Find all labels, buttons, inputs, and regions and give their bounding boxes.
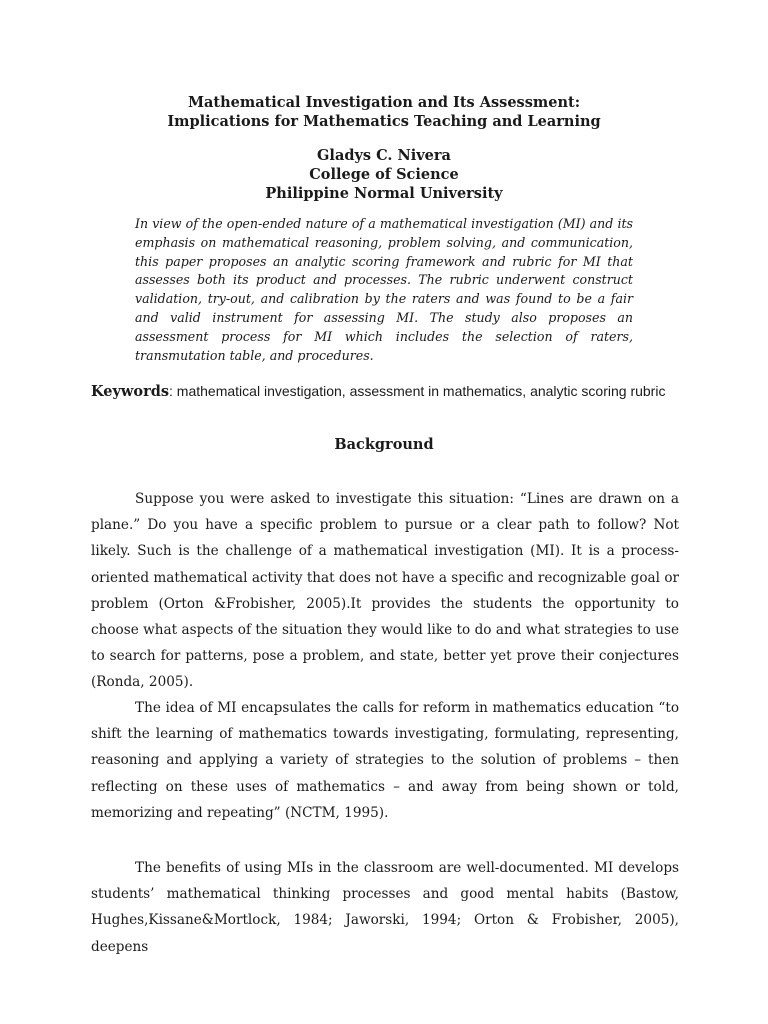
title-line-2: Implications for Mathematics Teaching and Learning (167, 113, 601, 130)
keywords-text: mathematical investigation, assessment in mathematics, analytic scoring rubric (172, 383, 666, 399)
body-paragraph-2: The idea of MI encapsulates the calls for reform in mathematics education “to shift the learning of mathematics towards investigating, formulating, representing, reasoning and applying a variety of strategies to the solution of problems – then reflecting on these uses of mathematics – and away from being shown or told, memorizing and repeating” (NCTM, 1995). (91, 700, 679, 821)
body-paragraph-3: The benefits of using MIs in the classroom are well-documented. MI develops students’ mathematical thinking processes and good mental habits (Bastow, Hughes,Kissane&Mortlock, 1984; Jaworski, 1994; Orton & Frobisher, 2005), deepens (91, 860, 679, 955)
author-name: Gladys C. Nivera (317, 147, 451, 164)
title-line-1: Mathematical Investigation and Its Assessment: (187, 94, 581, 111)
body-paragraph-1: Suppose you were asked to investigate this situation: “Lines are drawn on a plane.” Do you have a specific problem to pursue or a clear path to follow? Not likely. Such is the challenge of a mathematical investigation (MI). It is a process-oriented mathematical activity that does not have a specific and recognizable goal or problem (Orton &Frobisher, 2005).It provides the students the opportunity to choose what aspects of the situation they would like to do and what strategies to use to search for patterns, pose a problem, and state, better yet prove their conjectures (Ronda, 2005). (91, 491, 679, 691)
keywords-label: Keywords (91, 383, 170, 400)
abstract: In view of the open-ended nature of a mathematical investigation (MI) and its emphasis on mathematical reasoning, problem solving, and communication, this paper proposes an analytic scoring framework and rubric for MI that assesses both its product and processes. The rubric underwent construct validation, try-out, and calibration by the raters and was found to be a fair and valid instrument for assessing MI. The study also proposes an assessment process for MI which includes the selection of raters, transmutation table, and procedures. (135, 216, 633, 363)
author-block (0, 146, 768, 203)
section-heading-background: Background (334, 436, 434, 453)
affiliation-college: College of Science (309, 166, 459, 183)
paper-title (0, 93, 768, 131)
affiliation-university: Philippine Normal University (265, 185, 503, 202)
keywords: Keywords: mathematical investigation, assessment in mathematics, analytic scoring rubric (91, 383, 666, 400)
